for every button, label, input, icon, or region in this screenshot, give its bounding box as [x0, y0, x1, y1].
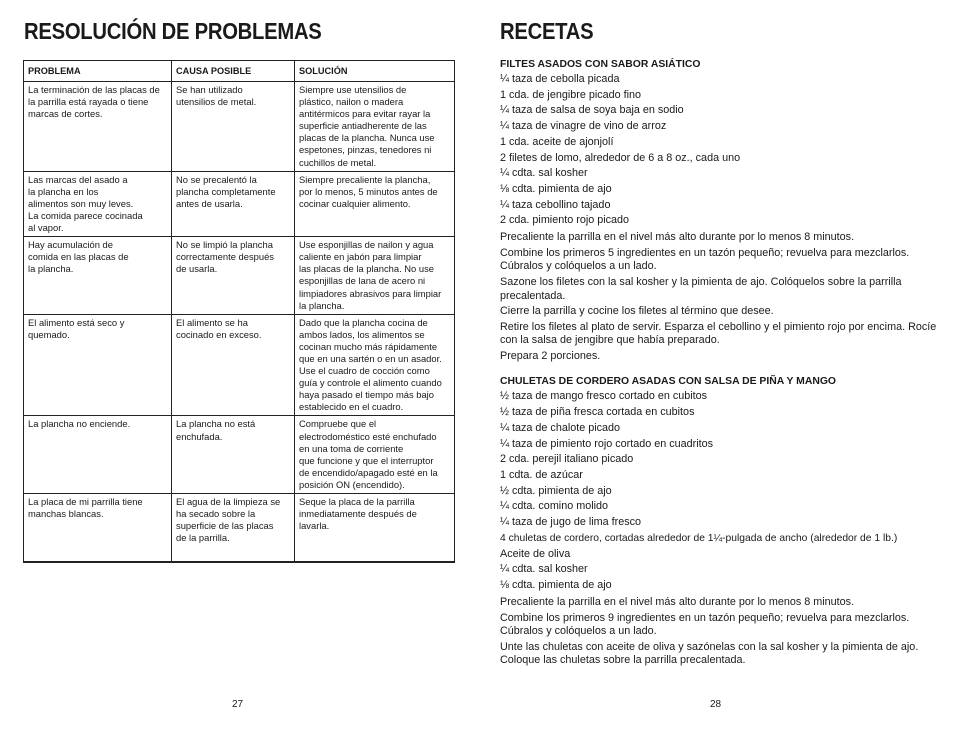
- instruction-step: Combine los primeros 9 ingredientes en un tazón pequeño; revuelva para mezclarlos. Cúbralos y colóquelos a un lado.: [500, 611, 910, 638]
- table-row: [24, 171, 455, 236]
- solution-cell: Compruebe que el electrodoméstico esté enchufado en una toma de corriente que funcione y que el interruptor de encendido/apagado esté en la posición ON (encendido).: [295, 416, 455, 494]
- ingredient: ⅛ cdta. pimienta de ajo: [500, 182, 612, 195]
- problem-cell: El alimento está seco y quemado.: [24, 314, 172, 416]
- ingredient: 1 cda. de jengibre picado fino: [500, 88, 642, 101]
- ingredient: ¼ taza de salsa de soya baja en sodio: [500, 104, 684, 117]
- instruction-step: Sazone los filetes con la sal kosher y la pimienta de ajo. Colóquelos sobre la parrilla precalentada.: [500, 276, 902, 302]
- troubleshooting-table: [23, 60, 455, 563]
- table-row: [24, 314, 455, 416]
- ingredient: 2 cda. pimiento rojo picado: [500, 214, 630, 227]
- cause-cell: La plancha no está enchufada.: [172, 416, 295, 494]
- ingredient: 2 filetes de lomo, alrededor de 6 a 8 oz., cada uno: [500, 151, 741, 164]
- ingredient: ½ taza de mango fresco cortado en cubitos: [500, 390, 708, 403]
- problem-cell: Las marcas del asado a la plancha en los alimentos son muy leves. La comida parece cocinada al vapor.: [24, 171, 172, 236]
- ingredient: 2 cda. perejil italiano picado: [500, 453, 634, 466]
- instruction-step: Cierre la parrilla y cocine los filetes al término que desee.: [500, 305, 774, 318]
- ingredient: 1 cdta. de azúcar: [500, 468, 583, 481]
- ingredient: ¼ taza de chalote picado: [500, 421, 621, 434]
- cause-cell: No se limpió la plancha correctamente después de usarla.: [172, 237, 295, 315]
- page-title: RESOLUCIÓN DE PROBLEMAS: [24, 18, 322, 44]
- ingredient: 4 chuletas de cordero, cortadas alrededor de 1¼-pulgada de ancho (alrededor de 1 lb.): [500, 532, 898, 544]
- ingredient: ⅛ cdta. pimienta de ajo: [500, 578, 612, 591]
- solution-cell: Dado que la plancha cocina de ambos lados, los alimentos se cocinan mucho más rápidamente que en una sartén o en un asador. Use el cuadro de cocción como guía y controle el alimento cuando haya pasado el tiempo más bajo establecido en el cuadro.: [295, 314, 455, 416]
- table-row: [24, 237, 455, 315]
- column-header-problem: PROBLEMA: [24, 61, 172, 82]
- problem-cell: La terminación de las placas de la parrilla está rayada o tiene marcas de cortes.: [24, 82, 172, 172]
- instruction-step: Precaliente la parrilla en el nivel más alto durante por lo menos 8 minutos.: [500, 231, 855, 244]
- ingredient: ¼ cdta. comino molido: [500, 500, 609, 513]
- cause-cell: El agua de la limpieza se ha secado sobre la superficie de las placas de la parrilla.: [172, 494, 295, 562]
- ingredient: ¼ taza de jugo de lima fresco: [500, 516, 642, 529]
- cause-cell: Se han utilizado utensilios de metal.: [172, 82, 295, 172]
- page-number: 28: [710, 699, 722, 710]
- ingredient: 1 cda. aceite de ajonjolí: [500, 135, 614, 148]
- instruction-step: Unte las chuletas con aceite de oliva y sazónelas con la sal kosher y la pimienta de ajo. Coloque las chuletas sobre la parrilla precalentada.: [500, 640, 919, 667]
- problem-cell: La plancha no enciende.: [24, 416, 172, 494]
- column-header-solution: SOLUCIÓN: [295, 61, 455, 82]
- instruction-step: Prepara 2 porciones.: [500, 350, 601, 363]
- section-spacer: [500, 363, 940, 375]
- page-number: 27: [232, 699, 244, 710]
- cause-cell: El alimento se ha cocinado en exceso.: [172, 314, 295, 416]
- table-row: [24, 416, 455, 494]
- instruction-step: Combine los primeros 5 ingredientes en un tazón pequeño; revuelva para mezclarlos. Cúbralos y colóquelos a un lado.: [500, 247, 910, 273]
- solution-cell: Siempre precaliente la plancha, por lo menos, 5 minutos antes de cocinar cualquier alimento.: [295, 171, 455, 236]
- recipe-title: CHULETAS DE CORDERO ASADAS CON SALSA DE PIÑA Y MANGO: [500, 376, 836, 388]
- ingredient: ½ taza de piña fresca cortada en cubitos: [500, 406, 695, 419]
- ingredient: ¼ taza de cebolla picada: [500, 73, 620, 85]
- solution-cell: Seque la placa de la parrilla inmediatamente después de lavarla.: [295, 494, 455, 562]
- ingredient: ¼ cdta. sal kosher: [500, 563, 588, 576]
- table-header-row: [24, 61, 455, 82]
- table-row: [24, 494, 455, 562]
- solution-cell: Use esponjillas de nailon y agua caliente en jabón para limpiar las placas de la plancha. No use esponjillas de lana de acero ni limpiadores abrasivos para limpiar la plancha.: [295, 237, 455, 315]
- problem-cell: La placa de mi parrilla tiene manchas blancas.: [24, 494, 172, 562]
- ingredient: ¼ taza de vinagre de vino de arroz: [500, 120, 667, 133]
- problem-cell: Hay acumulación de comida en las placas de la plancha.: [24, 237, 172, 315]
- column-header-cause: CAUSA POSIBLE: [172, 61, 295, 82]
- recipes-section: [500, 58, 940, 668]
- ingredient: ¼ cdta. sal kosher: [500, 167, 588, 180]
- right-page: [477, 0, 954, 738]
- ingredient: ½ cdta. pimienta de ajo: [500, 484, 612, 497]
- cause-cell: No se precalentó la plancha completamente antes de usarla.: [172, 171, 295, 236]
- instruction-step: Precaliente la parrilla en el nivel más alto durante por lo menos 8 minutos.: [500, 595, 855, 608]
- ingredient: ¼ taza cebollino tajado: [500, 198, 611, 211]
- page-title: RECETAS: [500, 18, 594, 44]
- instruction-step: Retire los filetes al plato de servir. Esparza el cebollino y el pimiento rojo por encima. Rocíe con la salsa de jengibre que había preparado.: [500, 320, 937, 347]
- ingredient: ¼ taza de pimiento rojo cortado en cuadritos: [500, 437, 714, 450]
- table-row: [24, 82, 455, 172]
- recipe-title: FILTES ASADOS CON SABOR ASIÁTICO: [500, 59, 701, 70]
- ingredient: Aceite de oliva: [500, 547, 571, 560]
- solution-cell: Siempre use utensilios de plástico, nailon o madera antitérmicos para evitar rayar la superficie antiadherente de las placas de la plancha. Nunca use espetones, pinzas, tenedores ni cuchillos de metal.: [295, 82, 455, 172]
